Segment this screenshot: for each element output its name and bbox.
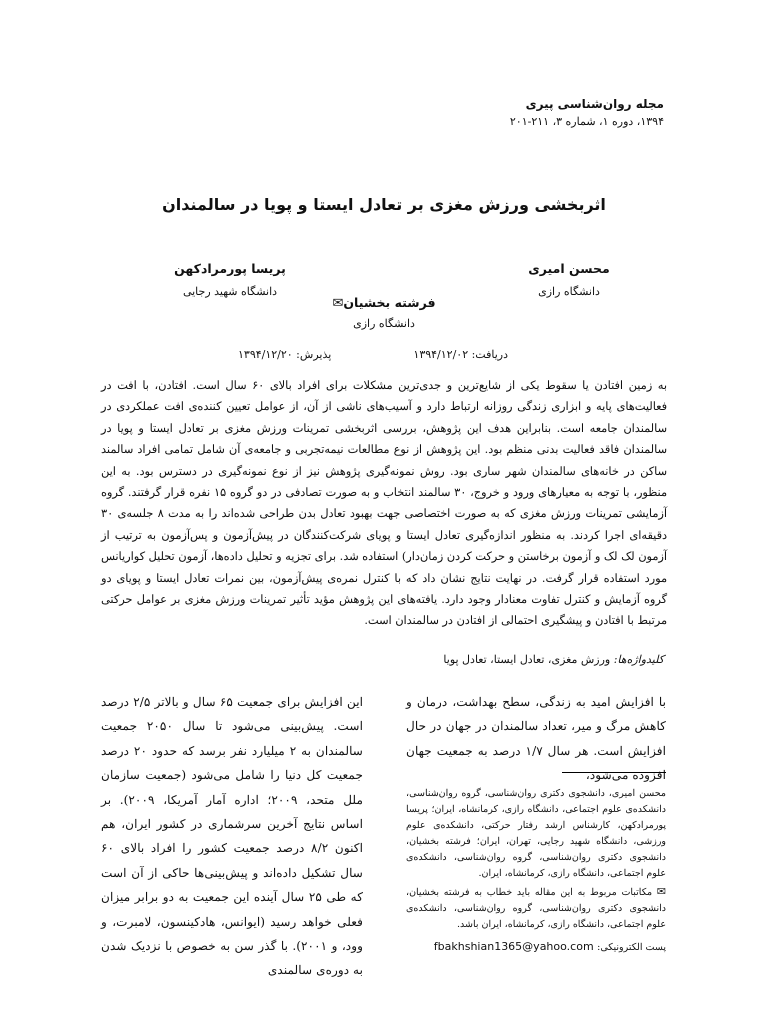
author-name-text: فرشته بخشیان bbox=[343, 295, 436, 310]
email-label: پست الکترونیکی: bbox=[597, 942, 666, 953]
keywords-text: ورزش مغزی، تعادل ایستا، تعادل پویا bbox=[443, 653, 611, 666]
author-1 bbox=[474, 260, 664, 300]
footnote-affiliations: محسن امیری، دانشجوی دکتری روان‌شناسی، گروه روان‌شناسی، دانشکده‌ی علوم اجتماعی، دانشگاه رازی، کرمانشاه، ایران؛ پریسا پورمرادکهن، کارشناس ارشد رفتار حرکتی، دانشکده‌ی علوم ورزشی، دانشگاه شهید رجایی، تهران، ایران؛ فرشته بخشیان، دانشجوی دکتری روان‌شناسی، گروه روان‌شناسی، دانشکده‌ی علوم اجتماعی، دانشگاه رازی، کرمانشاه، ایران. bbox=[406, 788, 666, 879]
author-name: محسن امیری bbox=[528, 261, 610, 276]
author-affiliation: دانشگاه رازی bbox=[538, 285, 600, 298]
author-affiliation: دانشگاه رازی bbox=[353, 317, 415, 330]
correspondence-text: مکاتبات مربوط به این مقاله باید خطاب به فرشته بخشیان، دانشجوی دکتری روان‌شناسی، گروه روان‌شناسی، دانشکده‌ی علوم اجتماعی، دانشگاه رازی، کرمانشاه، ایران باشد. bbox=[406, 887, 666, 930]
author-name bbox=[284, 294, 484, 313]
footnote-email bbox=[406, 939, 666, 956]
keywords bbox=[104, 652, 664, 668]
journal-issue-info: ۱۳۹۴، دوره ۱، شماره ۳، ۲۱۱-۲۰۱ bbox=[509, 115, 664, 128]
author-affiliation: دانشگاه شهید رجایی bbox=[182, 285, 278, 298]
journal-header bbox=[104, 96, 664, 130]
footnote-separator bbox=[562, 772, 666, 773]
accepted-date: پذیرش: ۱۳۹۴/۱۲/۲۰ bbox=[238, 348, 332, 361]
author-3 bbox=[284, 294, 484, 332]
body-column-left: این افزایش برای جمعیت ۶۵ سال و بالاتر ۲/۵ درصد است. پیش‌بینی می‌شود تا سال ۲۰۵۰ جمعیت سالمندان به ۲ میلیارد نفر برسد که حدود ۲۰ درصد جمعیت کل دنیا را شامل می‌شود (جمعیت سازمان ملل متحد، ۲۰۰۹؛ اداره آمار آمریکا، ۲۰۰۹). بر اساس نتایج آخرین سرشماری در کشور ایران، هم اکنون ۸/۲ درصد جمعیت کشور را افراد بالای ۶۰ سال تشکیل داده‌اند و پیش‌بینی‌ها حاکی از آن است که طی ۲۵ سال آینده این جمعیت به دو برابر میزان فعلی خواهد رسید (ایوانس، هادکینسون، لامبرت، و وود، و ۲۰۰۱). با گذر سن به خصوص با نزدیک شدن به دوره‌ی سالمندی bbox=[101, 695, 364, 978]
footnote-correspondence bbox=[406, 884, 666, 933]
body-column-right: با افزایش امید به زندگی، سطح بهداشت، درمان و کاهش مرگ و میر، تعداد سالمندان در جهان در حال افزایش است. هر سال ۱/۷ درصد به جمعیت جهان افزوده می‌شود، bbox=[406, 695, 667, 783]
envelope-icon: ✉ bbox=[656, 885, 666, 898]
article-title: اثربخشی ورزش مغزی بر تعادل ایستا و پویا در سالمندان bbox=[162, 195, 606, 214]
author-name: پریسا پورمرادکهن bbox=[174, 261, 286, 276]
envelope-icon: ✉ bbox=[332, 296, 344, 311]
email-address[interactable]: fbakhshian1365@yahoo.com bbox=[433, 940, 594, 953]
abstract: به زمین افتادن یا سقوط یکی از شایع‌ترین و جدی‌ترین مشکلات برای افراد بالای ۶۰ سال است. افتادن، با افت در فعالیت‌های پایه و ابزاری زندگی روزانه ارتباط دارد و آسیب‌های ناشی از آن، از عوامل تعیین کننده‌ی افت عملکردی در سالمندان جامعه است. بنابراین هدف این پژوهش، بررسی اثربخشی تمرینات ورزش مغزی بر تعادل ایستا و پویا در سالمندان فاقد فعالیت بدنی منظم بود. این پژوهش از نوع مطالعات نیمه‌تجربی و جامعه‌ی آن شامل تمامی افراد سالمند ساکن در خانه‌های سالمندان شهر ساری بود. روش نمونه‌گیری پژوهش نیز از نوع نمونه‌گیری در دسترس بود. به این منظور، با توجه به معیارهای ورود و خروج، ۳۰ سالمند انتخاب و به صورت تصادفی در دو گروه ۱۵ نفره قرار گرفتند. گروه آزمایشی تمرینات ورزش مغزی که به صورت اختصاصی جهت بهبود تعادل بدن طراحی شده‌اند را به مدت ۸ جلسه‌ی ۳۰ دقیقه‌ای اجرا کردند. به منظور اندازه‌گیری تعادل ایستا و پویای شرکت‌کنندگان در پیش‌آزمون و پس‌آزمون به ترتیب از آزمون لک لک و آزمون برخاستن و حرکت کردن زمان‌دار) استفاده شد. برای تجزیه و تحلیل داده‌ها، آزمون تحلیل کواریانس مورد استفاده قرار گرفت. در نهایت نتایج نشان داد که با کنترل نمره‌ی پیش‌آزمون، بین نمرات تعادل ایستا و پویای دو گروه آزمایش و کنترل تفاوت معنادار وجود دارد. یافته‌های این پژوهش مؤید تأثیر تمرینات ورزش مغزی بر عوامل حرکتی مرتبط با افتادن و پیشگیری احتمالی از افتادن در سالمندان است. bbox=[101, 379, 667, 628]
journal-name: مجله روان‌شناسی پیری bbox=[525, 97, 664, 111]
received-date: دریافت: ۱۳۹۴/۱۲/۰۲ bbox=[413, 348, 508, 361]
keywords-label: کلیدواژه‌ها: bbox=[613, 653, 664, 666]
